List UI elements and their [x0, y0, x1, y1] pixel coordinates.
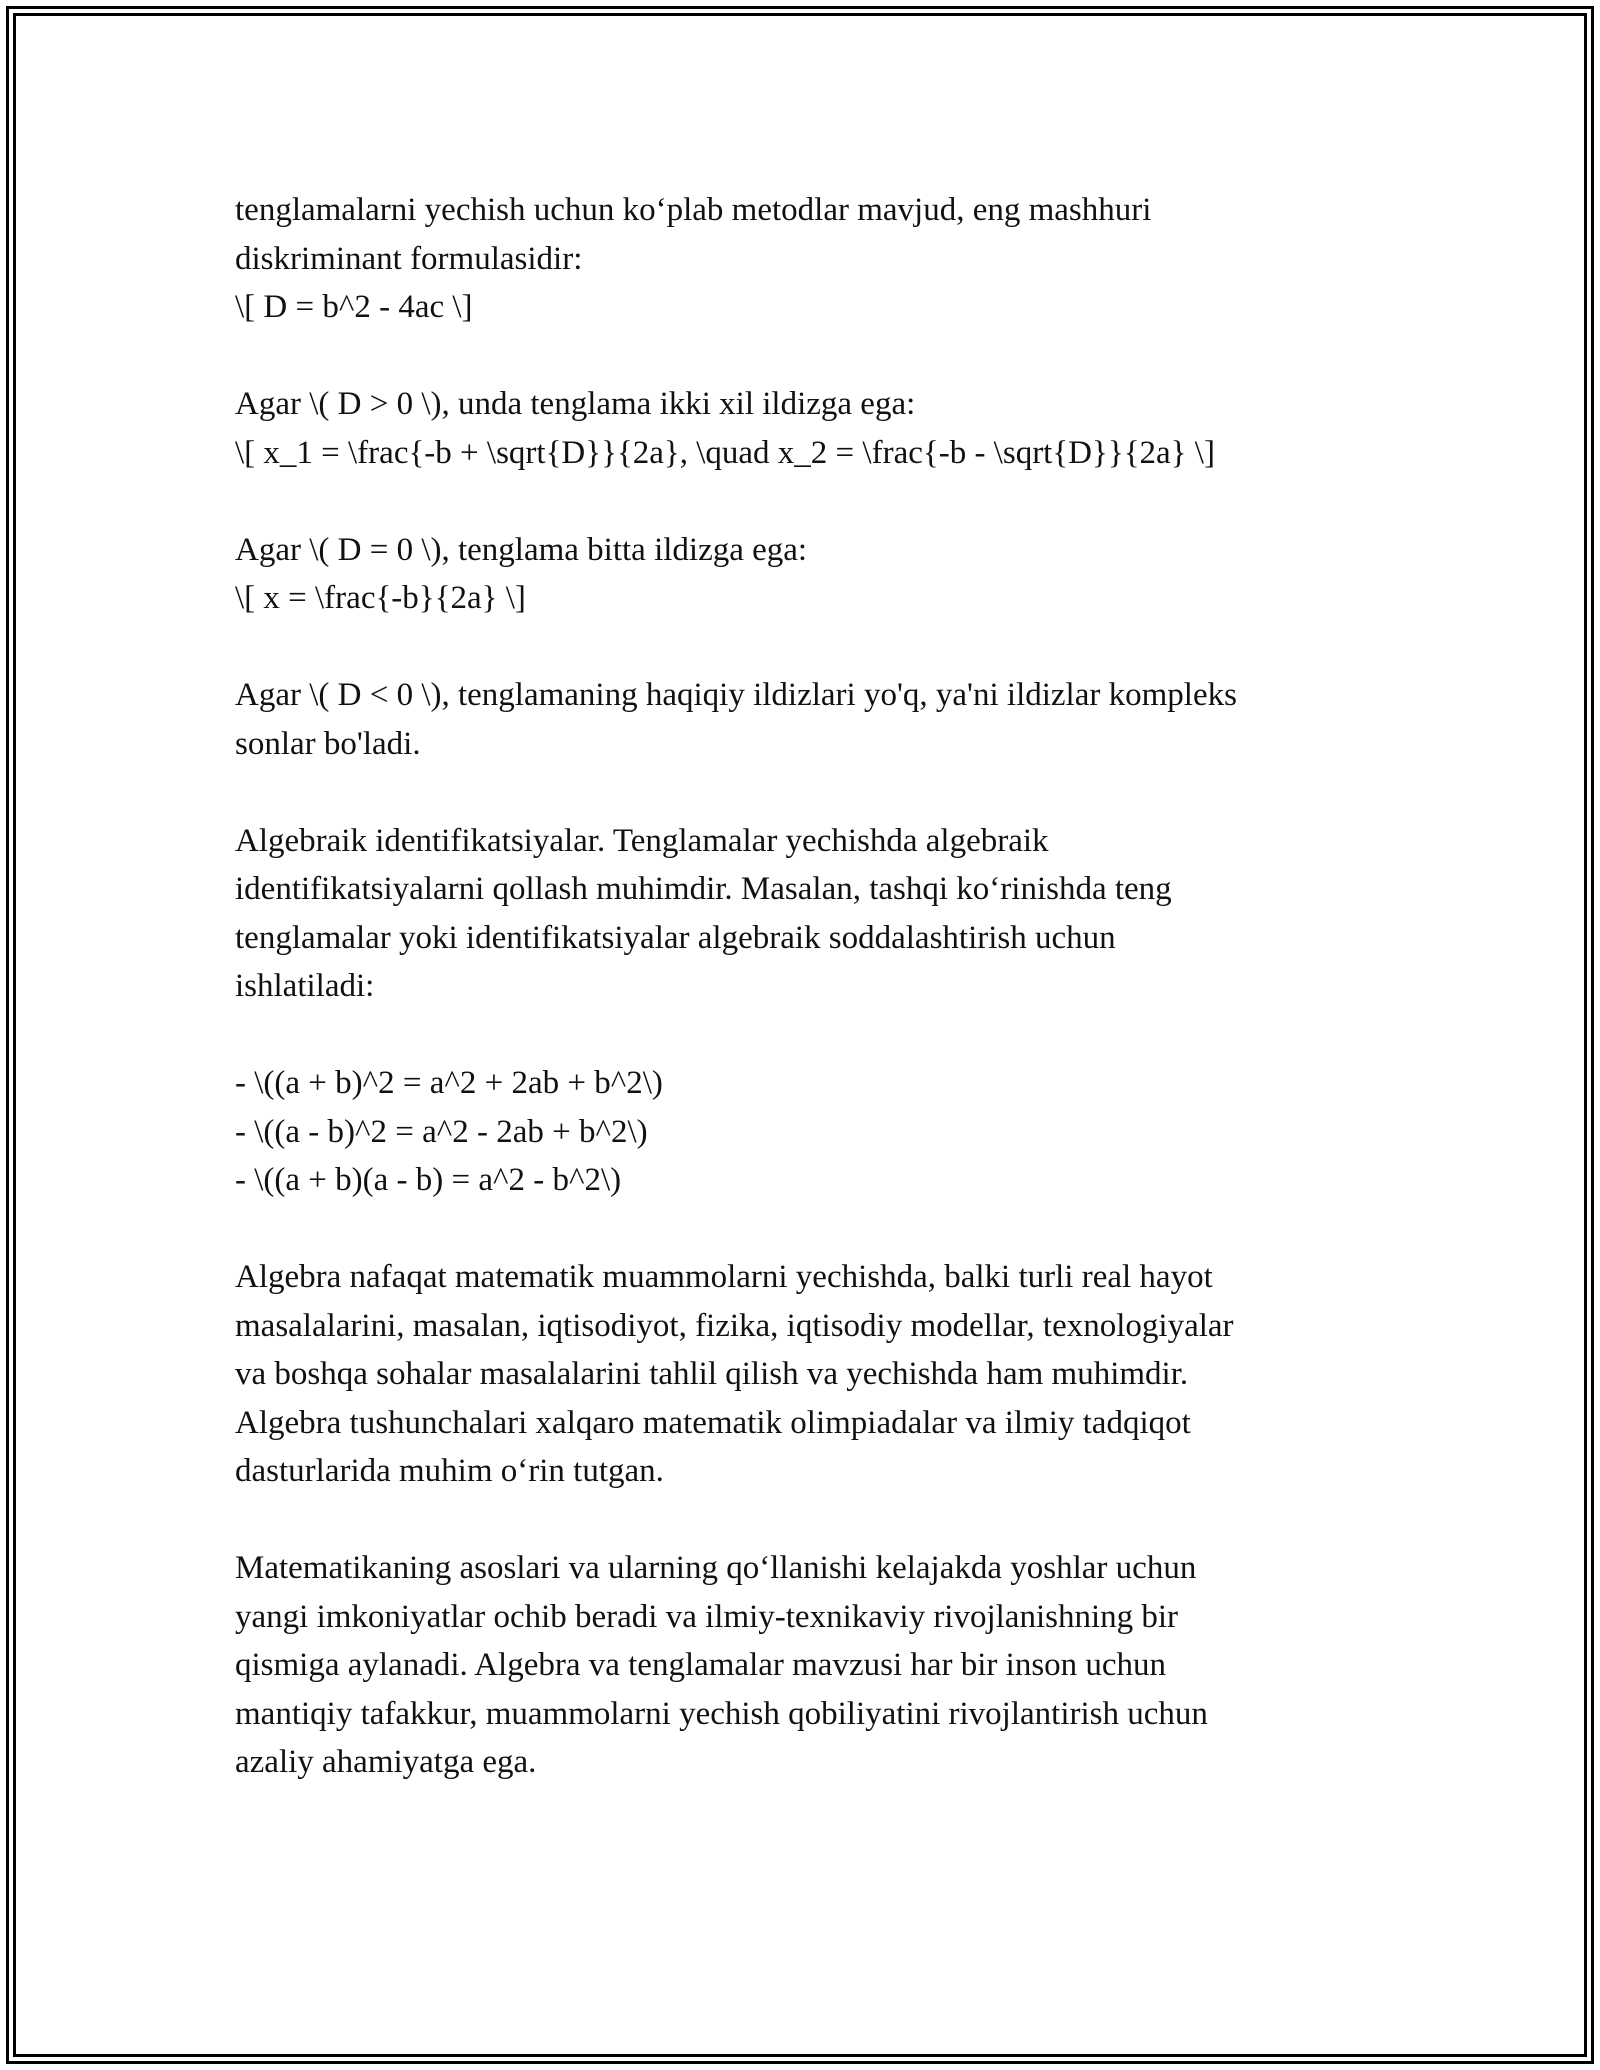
text-line: azaliy ahamiyatga ega.	[235, 1744, 537, 1780]
text-line: yangi imkoniyatlar ochib beradi va ilmiy-texnikaviy rivojlanishning bir	[235, 1598, 1179, 1635]
text-line: mantiqiy tafakkur, muammolarni yechish qobiliyatini rivojlantirish uchun	[235, 1695, 1208, 1732]
document-body	[235, 186, 1365, 1835]
text-line: sonlar bo'ladi.	[235, 725, 421, 762]
text-line: Agar \( D = 0 \), tenglama bitta ildizga ega:	[235, 531, 808, 568]
paragraph-discriminant	[235, 186, 1365, 332]
text-line: Algebraik identifikatsiyalar. Tenglamalar yechishda algebraik	[235, 822, 1049, 859]
text-line: tenglamalarni yechish uchun ko‘plab metodlar mavjud, eng mashhuri	[235, 192, 1152, 228]
text-line: dasturlarida muhim o‘rin tutgan.	[235, 1453, 664, 1489]
text-line: Algebra nafaqat matematik muammolarni yechishda, balki turli real hayot	[235, 1259, 1213, 1295]
text-line: tenglamalar yoki identifikatsiyalar algebraik soddalashtirish uchun	[235, 919, 1116, 956]
text-line: va boshqa sohalar masalalarini tahlil qilish va yechishda ham muhimdir.	[235, 1356, 1189, 1392]
text-line: qismiga aylanadi. Algebra va tenglamalar mavzusi har bir inson uchun	[235, 1647, 1167, 1683]
formula-line: \[ x_1 = \frac{-b + \sqrt{D}}{2a}, \quad x_2 = \frac{-b - \sqrt{D}}{2a} \]	[235, 434, 1215, 471]
paragraph-zero-discriminant	[235, 526, 1365, 623]
text-line: diskriminant formulasidir:	[235, 240, 583, 277]
paragraph-conclusion	[235, 1544, 1365, 1787]
list-item: - \((a + b)(a - b) = a^2 - b^2\)	[235, 1162, 622, 1198]
list-item: - \((a + b)^2 = a^2 + 2ab + b^2\)	[235, 1065, 663, 1101]
paragraph-algebra-applications	[235, 1253, 1365, 1496]
paragraph-negative-discriminant	[235, 671, 1365, 768]
formula-line: \[ D = b^2 - 4ac \]	[235, 289, 473, 325]
text-line: identifikatsiyalarni qollash muhimdir. Masalan, tashqi ko‘rinishda teng	[235, 871, 1172, 907]
text-line: Algebra tushunchalari xalqaro matematik olimpiadalar va ilmiy tadqiqot	[235, 1404, 1191, 1441]
list-item: - \((a - b)^2 = a^2 - 2ab + b^2\)	[235, 1113, 648, 1150]
text-line: masalalarini, masalan, iqtisodiyot, fizika, iqtisodiy modellar, texnologiyalar	[235, 1307, 1234, 1344]
paragraph-algebraic-identities	[235, 817, 1365, 1011]
text-line: Agar \( D > 0 \), unda tenglama ikki xil ildizga ega:	[235, 386, 916, 422]
text-line: ishlatiladi:	[235, 968, 375, 1004]
formula-line: \[ x = \frac{-b}{2a} \]	[235, 580, 526, 616]
text-line: Matematikaning asoslari va ularning qo‘llanishi kelajakda yoshlar uchun	[235, 1550, 1197, 1586]
text-line: Agar \( D < 0 \), tenglamaning haqiqiy ildizlari yo'q, ya'ni ildizlar kompleks	[235, 677, 1237, 713]
paragraph-positive-discriminant	[235, 380, 1365, 477]
identity-list	[235, 1059, 1365, 1205]
